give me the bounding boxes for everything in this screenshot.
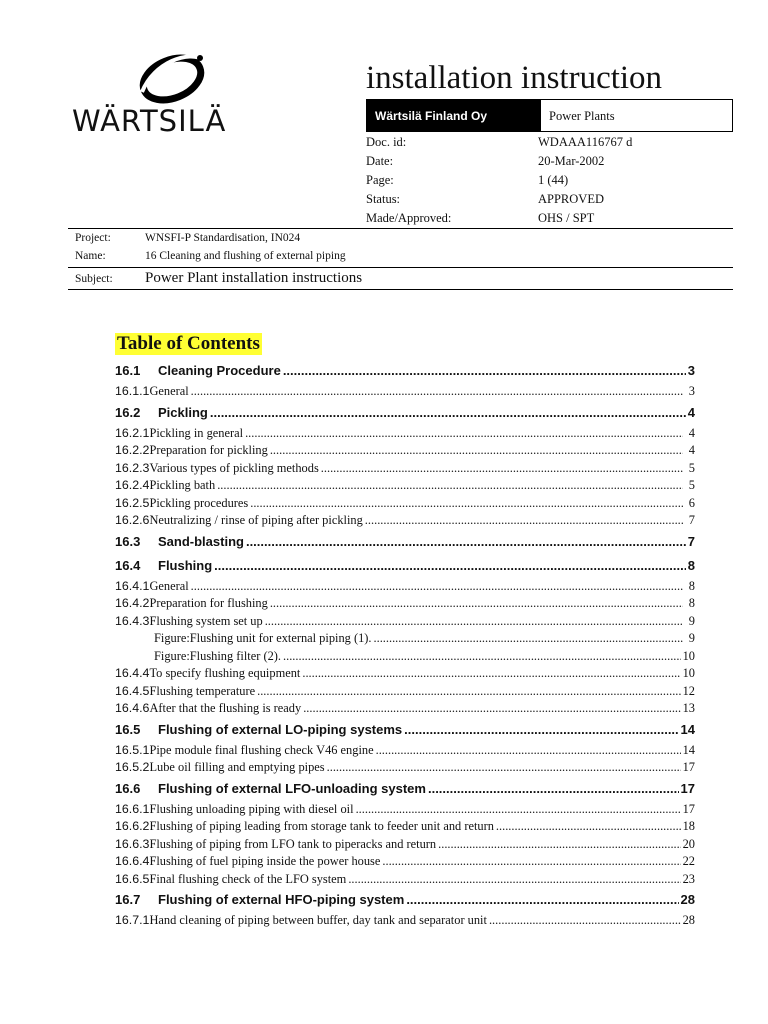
toc-entry[interactable] — [115, 666, 695, 684]
toc-entry-number: 16.6.2 — [115, 819, 150, 833]
toc-entry[interactable] — [115, 384, 695, 402]
meta-value: OHS / SPT — [538, 211, 595, 225]
meta-value: 1 (44) — [538, 173, 569, 187]
toc-entry-number: 16.4.1 — [115, 578, 150, 593]
toc-entry[interactable] — [115, 402, 695, 426]
toc-entry-title: Flushing temperature — [149, 683, 256, 698]
toc-entry-page: 5 — [688, 478, 695, 492]
meta-value: WDAAA116767 d — [538, 135, 633, 149]
toc-entry[interactable] — [115, 913, 695, 931]
toc-entry-title: Cleaning Procedure — [158, 363, 281, 378]
toc-leader-dots — [376, 743, 681, 758]
toc-entry-number: 16.4.6 — [115, 701, 150, 715]
toc-entry-number: 16.6.3 — [115, 836, 150, 851]
toc-entry[interactable] — [115, 461, 695, 479]
toc-entry-number: 16.4.3 — [115, 613, 150, 628]
toc-entry-page: 17 — [682, 760, 695, 774]
toc-entry-title: Pickling bath — [149, 478, 216, 492]
toc-leader-dots — [382, 854, 680, 869]
wartsila-logo — [72, 52, 252, 137]
toc-entry-number: 16.7 — [115, 892, 141, 907]
subject-value: Power Plant installation instructions — [145, 270, 363, 286]
name-label: Name: — [75, 250, 106, 262]
wartsila-swirl-icon — [134, 52, 209, 104]
toc-entry-page: 8 — [687, 557, 695, 573]
meta-value: APPROVED — [538, 192, 604, 206]
toc-entry-page: 13 — [682, 701, 695, 715]
toc-entry-page: 8 — [688, 596, 695, 610]
logo-wordmark: WÄRTSILÄ — [72, 104, 227, 138]
project-row — [75, 232, 300, 244]
toc-leader-dots — [303, 701, 680, 716]
toc-entry[interactable] — [115, 478, 695, 496]
toc-entry-number: 16.2.4 — [115, 478, 150, 492]
toc-entry-page: 9 — [688, 613, 695, 628]
toc-entry-page: 3 — [687, 363, 695, 378]
toc-heading: Table of Contents — [117, 333, 260, 354]
toc-entry-number: 16.5 — [115, 721, 141, 737]
toc-entry-title: Flushing of fuel piping inside the power house — [149, 854, 381, 868]
toc-entry-page: 7 — [688, 513, 695, 527]
toc-entry-number: 16.4.5 — [115, 683, 150, 698]
toc-entry-page: 28 — [680, 892, 695, 907]
meta-row — [366, 135, 632, 154]
meta-label: Page: — [366, 173, 394, 187]
toc-entry-page: 9 — [688, 631, 695, 645]
project-value: WNSFI-P Standardisation, IN024 — [145, 232, 301, 244]
toc-entry-number: 16.4.2 — [115, 596, 150, 610]
toc-entry[interactable] — [115, 360, 695, 384]
toc-leader-dots — [210, 405, 686, 420]
toc-leader-dots — [356, 802, 681, 817]
toc-leader-dots — [404, 722, 678, 737]
toc-entry-page: 22 — [682, 854, 695, 868]
toc-entry-number: 16.6 — [115, 780, 141, 796]
toc-entry-number: 16.4.4 — [115, 666, 150, 680]
meta-row — [366, 154, 632, 173]
toc-entry-title: Figure:Flushing filter (2). — [154, 648, 281, 663]
toc-leader-dots — [428, 781, 679, 796]
toc-entry[interactable] — [115, 854, 695, 872]
toc-entry-page: 6 — [688, 495, 695, 510]
project-label: Project: — [75, 232, 111, 244]
toc-entry-page: 17 — [682, 801, 695, 816]
toc-leader-dots — [246, 534, 686, 549]
company-box — [366, 99, 733, 132]
toc-leader-dots — [250, 496, 683, 511]
toc-entry-page: 4 — [688, 443, 695, 457]
toc-entry[interactable] — [115, 760, 695, 778]
toc-entry[interactable] — [115, 555, 695, 579]
toc-entry-page: 14 — [680, 721, 695, 737]
toc-leader-dots — [406, 892, 678, 907]
toc-leader-dots — [489, 913, 681, 928]
toc-entry-title: Sand-blasting — [158, 533, 244, 549]
toc-leader-dots — [302, 666, 680, 681]
toc-leader-dots — [214, 558, 686, 573]
toc-entry-title: Preparation for pickling — [149, 443, 268, 457]
name-row — [75, 250, 346, 262]
toc-entry[interactable] — [115, 649, 695, 667]
meta-value: 20-Mar-2002 — [538, 154, 605, 168]
meta-label: Date: — [366, 154, 394, 168]
toc-entry-number: 16.6.1 — [115, 801, 150, 816]
toc-leader-dots — [321, 461, 683, 476]
toc-entry-title: Preparation for flushing — [149, 596, 268, 610]
name-value: 16 Cleaning and flushing of external piping — [145, 250, 346, 262]
toc-entry[interactable] — [115, 889, 695, 913]
toc-leader-dots — [265, 614, 683, 629]
toc-leader-dots — [365, 513, 683, 528]
toc-entry[interactable] — [115, 837, 695, 855]
toc-entry-title: After that the flushing is ready — [149, 701, 302, 715]
toc-entry-page: 5 — [688, 460, 695, 475]
toc-entry-number: 16.2.5 — [115, 495, 150, 510]
toc-entry[interactable] — [115, 684, 695, 702]
toc-entry-title: Flushing of external HFO-piping system — [158, 892, 405, 907]
toc-entry[interactable] — [115, 496, 695, 514]
toc-entry-title: Hand cleaning of piping between buffer, day tank and separator unit — [149, 913, 487, 927]
subject-label: Subject: — [75, 273, 113, 285]
toc-entry-number: 16.6.4 — [115, 854, 150, 868]
meta-row — [366, 192, 632, 211]
toc-leader-dots — [217, 478, 683, 493]
toc-entry-page: 20 — [682, 836, 695, 851]
toc-entry-page: 7 — [687, 533, 695, 549]
toc-entry-page: 10 — [682, 648, 695, 663]
toc-entry-page: 3 — [688, 384, 695, 398]
toc-entry[interactable] — [115, 614, 695, 632]
toc-entry-title: Flushing of piping from LFO tank to piperacks and return — [149, 836, 437, 851]
toc-entry-title: To specify flushing equipment — [149, 666, 301, 680]
toc-entry-title: Figure:Flushing unit for external piping (1). — [154, 631, 372, 645]
toc-entry-page: 8 — [688, 578, 695, 593]
toc-entry[interactable] — [115, 743, 695, 761]
toc-entry-number: 16.2.3 — [115, 460, 150, 475]
toc-entry-page: 28 — [682, 913, 695, 927]
toc-leader-dots — [245, 426, 683, 441]
toc-entry-number: 16.3 — [115, 533, 141, 549]
toc-entry-page: 4 — [687, 404, 695, 420]
toc-entry-title: Flushing unloading piping with diesel oil — [149, 801, 354, 816]
toc-entry[interactable] — [115, 701, 695, 719]
toc-leader-dots — [270, 596, 683, 611]
toc-entry[interactable] — [115, 819, 695, 837]
toc-entry[interactable] — [115, 802, 695, 820]
toc-entry-number: 16.2 — [115, 404, 141, 420]
toc-leader-dots — [374, 631, 684, 646]
toc-entry-title: Pickling in general — [149, 425, 244, 440]
subject-row — [75, 270, 362, 287]
toc-entry-number: 16.1 — [115, 363, 141, 378]
toc-entry-page: 14 — [682, 742, 695, 757]
meta-label: Doc. id: — [366, 135, 407, 149]
toc-entry[interactable] — [115, 579, 695, 597]
toc-entry-number: 16.2.2 — [115, 443, 150, 457]
toc-entry-title: Lube oil filling and emptying pipes — [149, 760, 325, 774]
toc-leader-dots — [438, 837, 680, 852]
toc-entry-title: Flushing — [158, 557, 213, 573]
toc-entry-title: Pipe module final flushing check V46 engine — [149, 742, 374, 757]
toc-entry-number: 16.2.6 — [115, 513, 150, 527]
toc-leader-dots — [257, 684, 681, 699]
toc-entry[interactable] — [115, 531, 695, 555]
document-metadata — [366, 135, 632, 230]
toc-entry-page: 17 — [680, 780, 695, 796]
toc-entry-page: 23 — [682, 871, 695, 886]
toc-entry[interactable] — [115, 596, 695, 614]
toc-entry-number: 16.5.1 — [115, 742, 150, 757]
toc-entry-title: Final flushing check of the LFO system — [149, 871, 347, 886]
toc-leader-dots — [496, 819, 681, 834]
toc-entry-title: Flushing of external LFO-unloading system — [158, 780, 426, 796]
toc-entry-title: Flushing system set up — [149, 613, 263, 628]
toc-entry-page: 18 — [682, 819, 695, 833]
toc-entry[interactable] — [115, 872, 695, 890]
toc-entry-title: Flushing of external LO-piping systems — [158, 721, 403, 737]
toc-leader-dots — [191, 384, 683, 399]
toc-entry-number: 16.1.1 — [115, 384, 150, 398]
toc-entry[interactable] — [115, 443, 695, 461]
toc-entry-number: 16.6.5 — [115, 871, 150, 886]
toc-leader-dots — [327, 760, 681, 775]
toc-leader-dots — [283, 363, 686, 378]
toc-entry[interactable] — [115, 778, 695, 802]
toc-entry-number: 16.7.1 — [115, 913, 150, 927]
divider — [68, 267, 733, 268]
company-name: Wärtsilä Finland Oy — [367, 100, 541, 131]
toc-leader-dots — [348, 872, 680, 887]
toc-entry-page: 10 — [682, 666, 695, 680]
toc-entry-page: 4 — [688, 425, 695, 440]
toc-entry-title: Flushing of piping leading from storage tank to feeder unit and return — [149, 819, 494, 833]
toc-entry-page: 12 — [682, 683, 695, 698]
toc-entry-number: 16.4 — [115, 557, 141, 573]
toc-entry-title: Pickling procedures — [149, 495, 249, 510]
toc-entry-title: General — [149, 384, 189, 398]
toc-leader-dots — [270, 443, 683, 458]
toc-entry-title: Pickling — [158, 404, 208, 420]
toc-leader-dots — [283, 649, 681, 664]
divider — [68, 289, 733, 290]
toc-entry-number: 16.2.1 — [115, 425, 150, 440]
document-title: installation instruction — [366, 60, 663, 96]
toc-entry-title: General — [149, 578, 189, 593]
toc-entry[interactable] — [115, 719, 695, 743]
toc-entry[interactable] — [115, 513, 695, 531]
toc-entry-title: Various types of pickling methods — [149, 460, 319, 475]
toc-entry-title: Neutralizing / rinse of piping after pickling — [149, 513, 363, 527]
division-name: Power Plants — [549, 109, 615, 123]
toc-entry[interactable] — [115, 426, 695, 444]
toc-leader-dots — [191, 579, 683, 594]
table-of-contents — [115, 360, 695, 931]
divider — [68, 228, 733, 229]
meta-label: Status: — [366, 192, 401, 206]
meta-label: Made/Approved: — [366, 211, 452, 225]
toc-entry[interactable] — [115, 631, 695, 649]
toc-entry-number: 16.5.2 — [115, 760, 150, 774]
meta-row — [366, 173, 632, 192]
